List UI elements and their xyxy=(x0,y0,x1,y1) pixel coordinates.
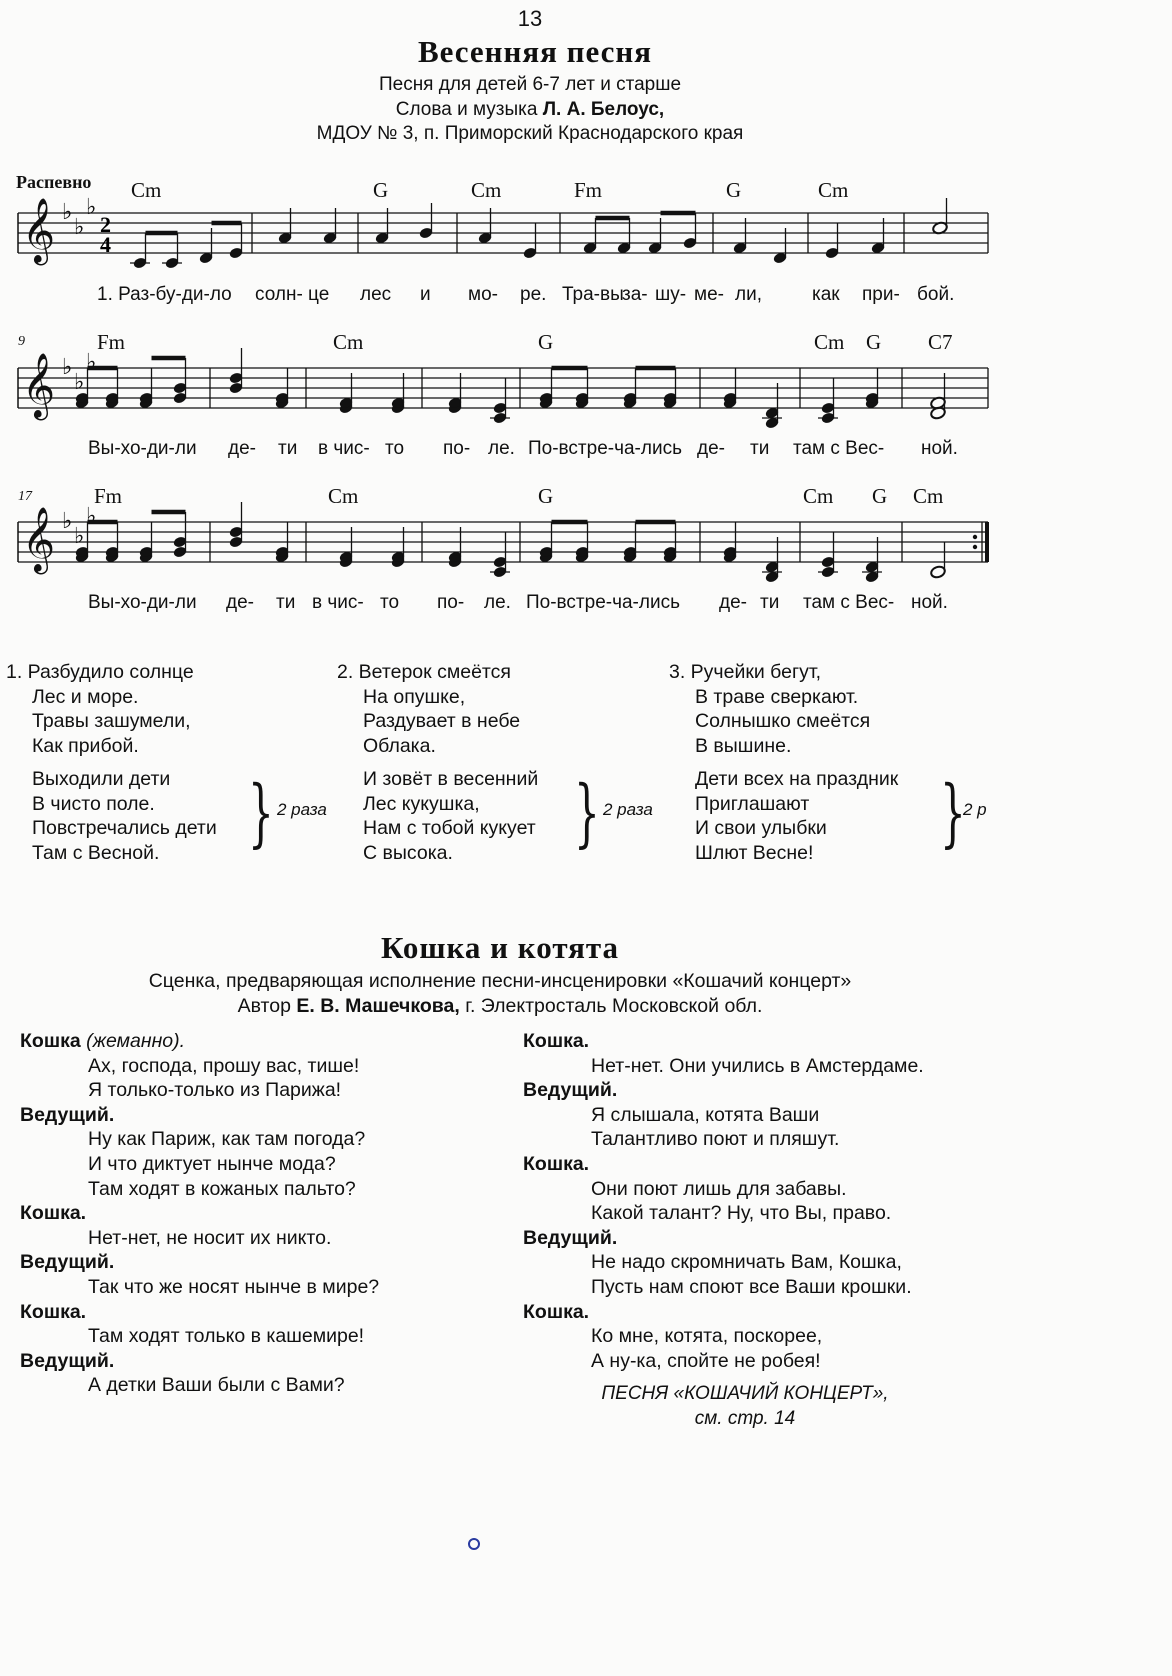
chord: G xyxy=(872,484,888,508)
time-signature: 4 xyxy=(100,232,111,257)
repeat-brace: } xyxy=(574,770,600,856)
verse-line: 2. Ветерок смеётся xyxy=(337,661,511,683)
chord: Cm xyxy=(328,484,359,508)
scene-author-suffix: г. Электросталь Московской обл. xyxy=(459,995,763,1017)
dialog-line: Я только-только из Парижа! xyxy=(88,1079,342,1102)
lyric-syllable: Тра-вы xyxy=(562,284,624,305)
chord: Cm xyxy=(803,484,834,508)
lyric-syllable: шу- xyxy=(655,284,687,305)
speaker-name: Кошка. xyxy=(20,1300,87,1323)
dialog-line: Там ходят только в кашемире! xyxy=(88,1325,365,1348)
chord: G xyxy=(538,330,554,354)
verse-line: В траве сверкают. xyxy=(695,685,859,708)
dialog-line: Нет-нет, не носит их никто. xyxy=(88,1226,332,1249)
dialog-line: Какой талант? Ну, что Вы, право. xyxy=(591,1202,892,1225)
lyric-syllable: По-встре-ча-лись xyxy=(526,592,680,613)
dialog-line: Ну как Париж, как там погода? xyxy=(88,1128,366,1151)
lyric-syllable: ти xyxy=(276,592,296,613)
dialog-line: Пусть нам споют все Ваши крошки. xyxy=(591,1275,912,1298)
treble-clef-icon: 𝄞 xyxy=(22,507,56,572)
dialog-line: Ах, господа, прошу вас, тише! xyxy=(88,1054,360,1077)
lyric-syllable: де- xyxy=(226,592,254,613)
lyric-syllable: ле. xyxy=(488,438,515,459)
speaker-name: Кошка. xyxy=(20,1202,87,1225)
dialog-line: Не надо скромничать Вам, Кошка, xyxy=(591,1251,902,1274)
final-bar xyxy=(985,522,989,562)
lyric-syllable: мо- xyxy=(468,284,498,305)
refrain-line: Лес кукушка, xyxy=(363,792,480,815)
page-mark-icon xyxy=(468,1538,480,1550)
lyric-syllable: ти xyxy=(750,438,770,459)
scene-author xyxy=(0,995,1000,1018)
chord: G xyxy=(866,330,882,354)
scene-title: Кошка и котята xyxy=(380,930,620,965)
speaker-name: Ведущий. xyxy=(20,1103,115,1126)
page-number: 13 xyxy=(517,6,543,31)
refrain-line: И свои улыбки xyxy=(695,817,827,839)
lyric-syllable: ной. xyxy=(921,438,958,459)
treble-clef-icon: 𝄞 xyxy=(22,198,56,263)
speaker-name: Кошка. xyxy=(523,1300,590,1323)
verse-line: 1. Разбудило солнце xyxy=(6,661,194,683)
stage-direction: (жеманно). xyxy=(80,1030,186,1052)
scene-subtitle: Сценка, предваряющая исполнение песни-инсценировки «Кошачий концерт» xyxy=(148,970,852,992)
lyric-syllable: при- xyxy=(862,284,900,305)
lyric-syllable: лес xyxy=(360,284,392,305)
refrain-line: Приглашают xyxy=(695,792,810,815)
chord: C7 xyxy=(928,330,953,354)
refrain-line: Там с Весной. xyxy=(32,841,160,864)
lyric-syllable: ти xyxy=(760,592,780,613)
flat-icon: ♭ xyxy=(74,370,85,395)
repeat-dot xyxy=(973,545,977,549)
lyric-syllable: в чис- xyxy=(318,438,370,459)
closing-page-ref: см. стр. 14 xyxy=(694,1408,796,1429)
flat-icon: ♭ xyxy=(62,509,73,534)
lyric-syllable: ме- xyxy=(694,284,724,305)
repeat-count: 2 раза xyxy=(603,800,653,819)
flat-icon: ♭ xyxy=(86,504,97,529)
dialog-line: И что диктует нынче мода? xyxy=(88,1152,336,1175)
closing-song-title: ПЕСНЯ «КОШАЧИЙ КОНЦЕРТ», xyxy=(601,1383,889,1404)
verse-line: Как прибой. xyxy=(32,734,139,757)
lyric-syllable: ле. xyxy=(484,592,511,613)
chord: Fm xyxy=(97,330,126,354)
refrain-line: Дети всех на праздник xyxy=(695,768,899,790)
lyric-syllable: за- xyxy=(622,284,648,305)
lyric-syllable: и xyxy=(420,284,431,305)
speaker-name: Ведущий. xyxy=(20,1349,115,1372)
lyric-syllable: По-встре-ча-лись xyxy=(528,438,682,459)
lyric-syllable: там с Вес- xyxy=(803,592,895,613)
tempo-marking: Распевно xyxy=(16,172,92,192)
flat-icon: ♭ xyxy=(74,215,85,240)
chord: G xyxy=(373,178,389,202)
dialog-line: Так что же носят нынче в мире? xyxy=(88,1275,380,1298)
chord: Cm xyxy=(333,330,364,354)
speaker-name: Ведущий. xyxy=(523,1079,618,1102)
chord: Fm xyxy=(574,178,603,202)
author-prefix: Слова и музыка xyxy=(395,99,543,120)
lyric-syllable: то xyxy=(380,592,400,613)
scene-author-prefix: Автор xyxy=(237,995,297,1017)
chord: Fm xyxy=(94,484,123,508)
verse-line: На опушке, xyxy=(363,685,466,708)
speaker-name: Кошка (жеманно). xyxy=(20,1030,186,1052)
verse-line: 3. Ручейки бегут, xyxy=(669,661,822,683)
repeat-brace: } xyxy=(940,770,966,856)
lyric-syllable: ной. xyxy=(911,592,948,613)
repeat-count: 2 раза xyxy=(277,800,327,819)
chord: G xyxy=(726,178,742,202)
refrain-line: С высока. xyxy=(363,841,453,864)
lyric-syllable: Вы-хо-ди-ли xyxy=(88,438,197,459)
speaker-name: Ведущий. xyxy=(20,1251,115,1274)
lyric-syllable: де- xyxy=(228,438,256,459)
dialog-line: Я слышала, котята Ваши xyxy=(591,1103,820,1126)
chord: Cm xyxy=(818,178,849,202)
chord: Cm xyxy=(471,178,502,202)
lyric-syllable: ли, xyxy=(735,284,762,305)
song-title: Весенняя песня xyxy=(417,34,653,69)
lyric-syllable: по- xyxy=(443,438,471,459)
flat-icon: ♭ xyxy=(62,200,73,225)
dialog-left-column xyxy=(20,1029,379,1398)
speaker-name: Кошка. xyxy=(523,1152,590,1175)
verse-line: Облака. xyxy=(363,734,436,757)
chord: Cm xyxy=(913,484,944,508)
song-author xyxy=(0,99,1060,121)
treble-clef-icon: 𝄞 xyxy=(22,353,56,418)
flat-icon: ♭ xyxy=(74,524,85,549)
lyric-syllable: бой. xyxy=(917,284,955,305)
lyric-syllable: Вы-хо-ди-ли xyxy=(88,592,197,613)
repeat-dot xyxy=(973,535,977,539)
verse-1 xyxy=(6,660,217,865)
refrain-line: Нам с тобой кукует xyxy=(363,817,536,839)
dialog-line: Талантливо поют и пляшут. xyxy=(591,1128,840,1151)
dialog-line: А детки Ваши были с Вами? xyxy=(88,1374,345,1397)
time-signature: 2 xyxy=(100,212,111,237)
song-institution: МДОУ № 3, п. Приморский Краснодарского края xyxy=(316,123,744,144)
dialog-line: А ну-ка, спойте не робея! xyxy=(591,1349,821,1372)
verse-line: Травы зашумели, xyxy=(32,710,191,732)
refrain-line: В чисто поле. xyxy=(32,792,155,815)
speaker-name: Кошка. xyxy=(523,1030,590,1052)
author-name: Л. А. Белоус, xyxy=(542,99,665,120)
lyric-syllable: то xyxy=(385,438,405,459)
lyric-syllable: как xyxy=(812,284,840,305)
verse-line: Раздувает в небе xyxy=(363,710,521,732)
lyric-syllable: по- xyxy=(437,592,465,613)
lyric-syllable: там с Вес- xyxy=(793,438,885,459)
scene-author-name: Е. В. Машечкова, xyxy=(296,995,460,1017)
dialog-line: Там ходят в кожаных пальто? xyxy=(88,1177,356,1200)
speaker-name: Ведущий. xyxy=(523,1226,618,1249)
verse-3 xyxy=(669,660,898,865)
verse-line: Солнышко смеётся xyxy=(695,710,871,732)
chord: G xyxy=(538,484,554,508)
dialog-line: Ко мне, котята, поскорее, xyxy=(591,1325,823,1348)
flat-icon: ♭ xyxy=(62,355,73,380)
lyric-syllable: солн- це xyxy=(255,284,330,305)
lyric-syllable: де- xyxy=(697,438,725,459)
repeat-brace: } xyxy=(248,770,274,856)
measure-number: 9 xyxy=(18,334,25,349)
dialog-line: Они поют лишь для забавы. xyxy=(591,1177,847,1200)
lyric-syllable: 1. Раз-бу-ди-ло xyxy=(97,284,232,305)
lyric-syllable: в чис- xyxy=(312,592,364,613)
verse-line: Лес и море. xyxy=(32,685,139,708)
half-note xyxy=(930,565,947,579)
refrain-line: И зовёт в весенний xyxy=(363,768,539,790)
flat-icon: ♭ xyxy=(86,195,97,220)
lyric-syllable: ти xyxy=(278,438,298,459)
dialog-line: Нет-нет. Они учились в Амстердаме. xyxy=(591,1054,924,1077)
lyric-syllable: де- xyxy=(719,592,747,613)
repeat-count: 2 р xyxy=(963,800,987,819)
refrain-line: Повстречались дети xyxy=(32,817,217,839)
verse-line: В вышине. xyxy=(695,734,792,757)
flat-icon: ♭ xyxy=(86,350,97,375)
chord: Cm xyxy=(131,178,162,202)
measure-number: 17 xyxy=(18,489,32,504)
song-subtitle: Песня для детей 6-7 лет и старше xyxy=(378,74,682,95)
refrain-line: Выходили дети xyxy=(32,768,171,790)
verse-2 xyxy=(337,660,538,865)
refrain-line: Шлют Весне! xyxy=(695,841,814,864)
lyric-syllable: ре. xyxy=(520,284,547,305)
chord: Cm xyxy=(814,330,845,354)
dialog-right-column xyxy=(523,1029,924,1373)
